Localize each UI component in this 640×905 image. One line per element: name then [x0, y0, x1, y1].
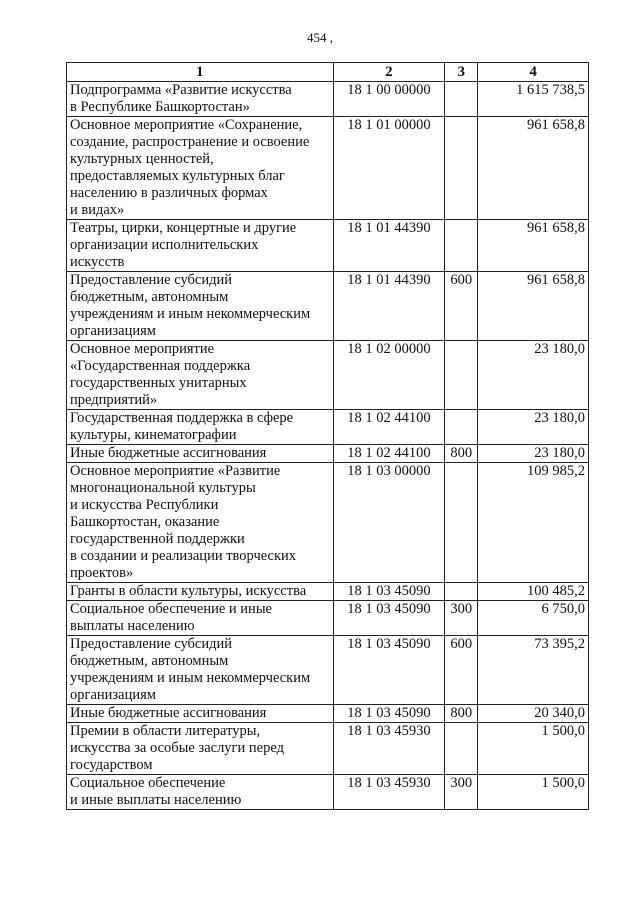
row-code-cell: 18 1 02 44100 [333, 445, 445, 463]
header-col-2: 2 [333, 63, 445, 82]
table-row [67, 220, 589, 272]
table-row [67, 636, 589, 705]
row-amount-cell: 73 395,2 [478, 636, 589, 705]
table-row [67, 410, 589, 445]
row-name-cell: Социальное обеспечение и иные выплаты населению [67, 601, 334, 636]
table-row [67, 463, 589, 583]
row-amount-cell: 1 500,0 [478, 775, 589, 810]
row-name-cell: Предоставление субсидий бюджетным, автономным учреждениям и иным некоммерческим организациям [67, 636, 334, 705]
table-body [67, 82, 589, 810]
row-expense-type-cell: 600 [445, 272, 478, 341]
row-code-cell: 18 1 01 00000 [333, 117, 445, 220]
row-expense-type-cell: 600 [445, 636, 478, 705]
row-code-cell: 18 1 03 45930 [333, 723, 445, 775]
row-name-cell: Основное мероприятие «Развитие многонациональной культуры и искусства Республики Башкортостан, оказание государственной поддержки в создании и реализации творческих проектов» [67, 463, 334, 583]
row-expense-type-cell: 800 [445, 705, 478, 723]
row-code-cell: 18 1 03 45090 [333, 601, 445, 636]
row-name-cell: Подпрограмма «Развитие искусства в Республике Башкортостан» [67, 82, 334, 117]
table-row [67, 445, 589, 463]
row-code-cell: 18 1 02 44100 [333, 410, 445, 445]
row-expense-type-cell [445, 117, 478, 220]
row-amount-cell: 6 750,0 [478, 601, 589, 636]
row-amount-cell: 961 658,8 [478, 220, 589, 272]
table-row [67, 775, 589, 810]
row-expense-type-cell [445, 341, 478, 410]
row-code-cell: 18 1 03 00000 [333, 463, 445, 583]
table-row [67, 272, 589, 341]
row-code-cell: 18 1 01 44390 [333, 272, 445, 341]
row-amount-cell: 23 180,0 [478, 410, 589, 445]
table-row [67, 82, 589, 117]
row-expense-type-cell: 800 [445, 445, 478, 463]
row-code-cell: 18 1 00 00000 [333, 82, 445, 117]
table-row [67, 117, 589, 220]
row-amount-cell: 1 500,0 [478, 723, 589, 775]
row-name-cell: Предоставление субсидий бюджетным, автономным учреждениям и иным некоммерческим организациям [67, 272, 334, 341]
row-name-cell: Театры, цирки, концертные и другие организации исполнительских искусств [67, 220, 334, 272]
header-col-3: 3 [445, 63, 478, 82]
table-row [67, 723, 589, 775]
row-amount-cell: 20 340,0 [478, 705, 589, 723]
row-name-cell: Иные бюджетные ассигнования [67, 705, 334, 723]
row-amount-cell: 23 180,0 [478, 341, 589, 410]
row-code-cell: 18 1 03 45930 [333, 775, 445, 810]
row-expense-type-cell: 300 [445, 775, 478, 810]
row-expense-type-cell [445, 220, 478, 272]
table-row [67, 601, 589, 636]
header-col-4: 4 [478, 63, 589, 82]
row-name-cell: Государственная поддержка в сфере культуры, кинематографии [67, 410, 334, 445]
row-code-cell: 18 1 03 45090 [333, 705, 445, 723]
table-header-row [67, 63, 589, 82]
row-amount-cell: 1 615 738,5 [478, 82, 589, 117]
row-amount-cell: 961 658,8 [478, 272, 589, 341]
table-row [67, 705, 589, 723]
row-name-cell: Гранты в области культуры, искусства [67, 583, 334, 601]
row-code-cell: 18 1 02 00000 [333, 341, 445, 410]
page-number: 454 , [307, 30, 333, 45]
row-expense-type-cell [445, 410, 478, 445]
row-expense-type-cell [445, 723, 478, 775]
row-amount-cell: 100 485,2 [478, 583, 589, 601]
row-name-cell: Основное мероприятие «Государственная поддержка государственных унитарных предприятий» [67, 341, 334, 410]
row-amount-cell: 109 985,2 [478, 463, 589, 583]
header-col-1: 1 [67, 63, 334, 82]
row-name-cell: Премии в области литературы, искусства за особые заслуги перед государством [67, 723, 334, 775]
row-name-cell: Социальное обеспечение и иные выплаты населению [67, 775, 334, 810]
table-row [67, 341, 589, 410]
row-expense-type-cell: 300 [445, 601, 478, 636]
row-amount-cell: 23 180,0 [478, 445, 589, 463]
table-row [67, 583, 589, 601]
row-expense-type-cell [445, 82, 478, 117]
row-code-cell: 18 1 01 44390 [333, 220, 445, 272]
budget-table [66, 62, 589, 810]
row-expense-type-cell [445, 583, 478, 601]
row-code-cell: 18 1 03 45090 [333, 583, 445, 601]
row-code-cell: 18 1 03 45090 [333, 636, 445, 705]
row-expense-type-cell [445, 463, 478, 583]
row-name-cell: Основное мероприятие «Сохранение, создание, распространение и освоение культурных ценностей, предоставляемых культурных благ населению в различных формах и видах» [67, 117, 334, 220]
row-amount-cell: 961 658,8 [478, 117, 589, 220]
row-name-cell: Иные бюджетные ассигнования [67, 445, 334, 463]
